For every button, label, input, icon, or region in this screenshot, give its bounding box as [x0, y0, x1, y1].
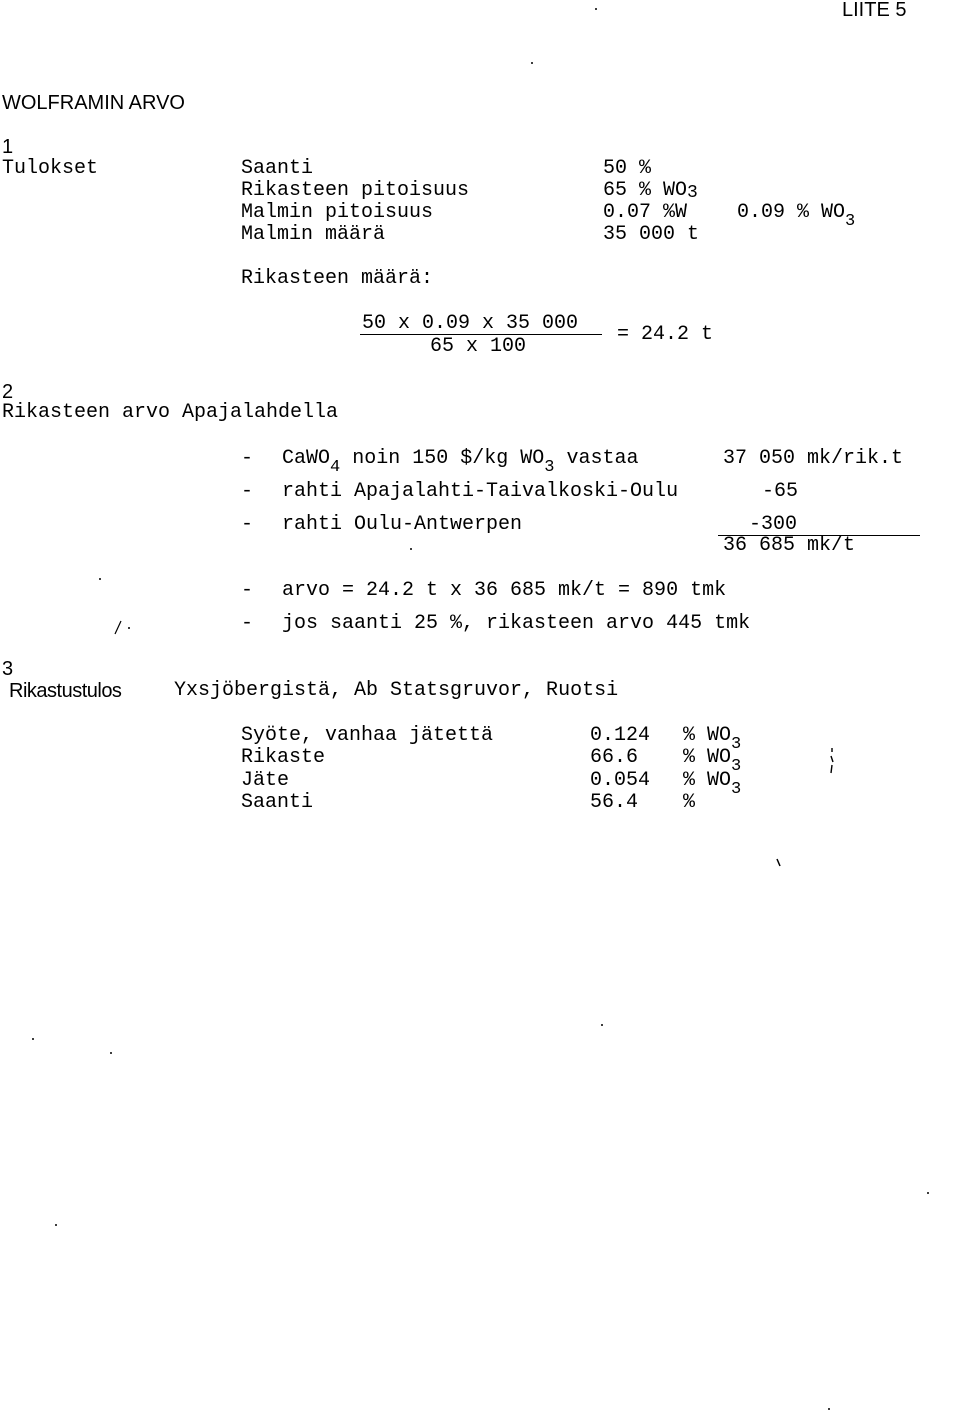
result-unit-saanti: % — [683, 791, 696, 814]
result-value-rikaste: 66.6 — [590, 746, 639, 769]
value-line-1: arvo = 24.2 t x 36 685 mk/t = 890 tmk — [282, 579, 727, 602]
amount-label: Rikasteen määrä: — [241, 267, 434, 290]
scan-mark — [828, 746, 836, 776]
scan-speck — [110, 1052, 112, 1054]
value-bullet: - — [241, 579, 254, 602]
total-amount: 36 685 mk/t — [723, 534, 856, 557]
scan-mark — [112, 620, 124, 636]
result-unit-jate: % $WO_3$ — [683, 769, 742, 799]
result-label-rikaste: Rikaste — [241, 746, 326, 769]
row-value-malmin-maara: 35 000 t — [603, 223, 700, 246]
row-value-saanti: 50 % — [603, 157, 652, 180]
section-2-heading: Rikasteen arvo Apajalahdella — [2, 401, 339, 424]
result-value-jate: 0.054 — [590, 769, 651, 792]
scan-speck — [927, 1192, 929, 1194]
formula-numerator: 50 x 0.09 x 35 000 — [362, 312, 579, 335]
appendix-label: LIITE 5 — [842, 0, 907, 21]
value-bullet: - — [241, 612, 254, 635]
scan-speck — [828, 1408, 830, 1410]
row-value-rikasteen-pitoisuus: 65 % WO3 — [603, 179, 698, 203]
row-label-malmin-maara: Malmin määrä — [241, 223, 386, 246]
scan-speck — [601, 1024, 603, 1026]
page-title: WOLFRAMIN ARVO — [2, 92, 185, 114]
cost-bullet: - — [241, 513, 254, 536]
scan-speck — [531, 62, 533, 64]
section-1-heading: Tulokset — [2, 157, 99, 180]
cost-bullet: - — [241, 447, 254, 470]
section-1-number: 1 — [2, 136, 14, 158]
result-label-jate: Jäte — [241, 769, 290, 792]
scan-speck — [595, 8, 597, 10]
scan-speck — [99, 578, 101, 580]
freight-1-amount: -65 — [762, 480, 799, 503]
scan-speck — [32, 1038, 34, 1040]
scan-speck — [410, 548, 412, 550]
result-value-syote: 0.124 — [590, 724, 651, 747]
freight-1-text: rahti Apajalahti-Taivalkoski-Oulu — [282, 480, 679, 503]
section-3-source: Yxsjöbergistä, Ab Statsgruvor, Ruotsi — [174, 679, 619, 702]
scan-mark — [776, 858, 782, 868]
row-label-malmin-pitoisuus: Malmin pitoisuus — [241, 201, 434, 224]
row-label-saanti: Saanti — [241, 157, 314, 180]
result-unit-rikaste: % $WO_3$ — [683, 746, 742, 776]
value-line-2: jos saanti 25 %, rikasteen arvo 445 tmk — [282, 612, 751, 635]
section-2-number: 2 — [2, 381, 14, 403]
scan-speck — [128, 627, 130, 629]
result-value-saanti: 56.4 — [590, 791, 639, 814]
formula-result: = 24.2 t — [617, 323, 714, 346]
result-label-saanti: Saanti — [241, 791, 314, 814]
freight-2-amount: -300 — [749, 513, 798, 536]
row-value-malmin-pitoisuus: 0.07 %W — [603, 201, 688, 224]
scan-speck — [55, 1224, 57, 1226]
cawo-price-text: CaWO$_4$ noin 150 $/kg $WO_3$ vastaa — [282, 447, 639, 477]
freight-2-text: rahti Oulu-Antwerpen — [282, 513, 523, 536]
cost-bullet: - — [241, 480, 254, 503]
result-unit-syote: % $WO_3$ — [683, 724, 742, 754]
row-label-rikasteen-pitoisuus: Rikasteen pitoisuus — [241, 179, 470, 202]
cawo-amount: 37 050 mk/rik.t — [723, 447, 904, 470]
row-extra-malmin-pitoisuus: 0.09 % $WO_3$ — [737, 201, 856, 231]
formula-denominator: 65 x 100 — [430, 335, 527, 358]
result-label-syote: Syöte, vanhaa jätettä — [241, 724, 494, 747]
section-3-number: 3 — [2, 658, 14, 680]
section-3-heading: Rikastustulos — [9, 680, 122, 702]
